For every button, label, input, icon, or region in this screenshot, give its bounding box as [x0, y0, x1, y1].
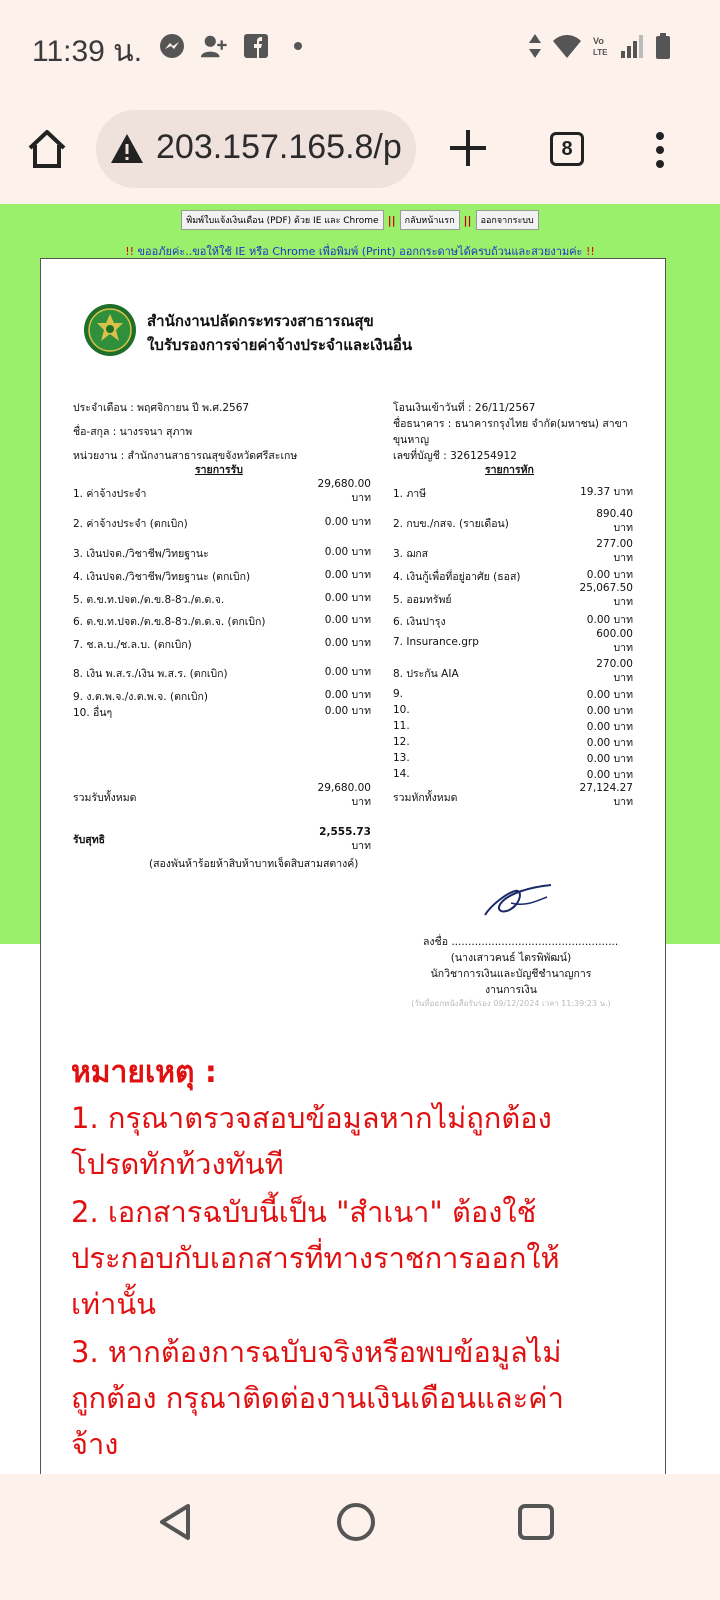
total-income-amount: 29,680.00 บาท — [317, 782, 371, 808]
account-number: เลขที่บัญชี : 3261254912 — [393, 450, 517, 462]
messenger-icon — [158, 32, 186, 60]
print-notice: !! ขออภัยค่ะ..ขอให้ใช้ IE หรือ Chrome เพื่อพิมพ์ (Print) ออกกระดาษได้ครบถ้วนและสวยงามค่ะ !! — [125, 245, 595, 258]
url-text[interactable]: 203.157.165.8/p — [156, 128, 402, 166]
data-arrows-icon — [528, 33, 542, 59]
web-page — [0, 204, 720, 1474]
transfer-date: โอนเงินเข้าวันที่ : 26/11/2567 — [393, 402, 536, 414]
person-add-icon — [200, 32, 228, 60]
pay-period: ประจำเดือน : พฤศจิกายน ปี พ.ศ.2567 — [73, 402, 250, 414]
notification-icons — [158, 32, 312, 60]
deduction-amount: 0.00 บาท — [586, 737, 633, 749]
work-unit: หน่วยงาน : สำนักงานสาธารณสุขจังหวัดศรีสะเกษ — [73, 450, 298, 462]
status-time: 11:39 น. — [32, 35, 143, 68]
deduction-label: 6. เงินปารุง — [393, 616, 446, 628]
deduction-amount: 270.00 บาท — [596, 658, 633, 684]
income-amount: 0.00 บาท — [324, 637, 371, 649]
deduction-label: 7. Insurance.grp — [393, 636, 479, 648]
total-deduction-amount: 27,124.27 บาท — [579, 782, 633, 808]
dot-icon — [284, 32, 312, 60]
tab-switcher-button[interactable]: 8 — [550, 132, 584, 166]
recents-nav-icon[interactable] — [514, 1500, 558, 1544]
org-name: สำนักงานปลัดกระทรวงสาธารณสุข — [147, 312, 374, 330]
deduction-amount: 600.00 บาท — [596, 628, 633, 654]
deduction-amount: 0.00 บาท — [586, 753, 633, 765]
deduction-header: รายการหัก — [485, 464, 534, 476]
home-nav-icon[interactable] — [334, 1500, 378, 1544]
deduction-amount: 0.00 บาท — [586, 705, 633, 717]
income-label: 7. ช.ล.บ./ช.ล.บ. (ตกเบิก) — [73, 639, 192, 651]
remark-line: ประกอบกับเอกสารที่ทางราชการออกให้ — [71, 1241, 560, 1275]
deduction-label: 9. — [393, 688, 404, 700]
income-amount: 0.00 บาท — [324, 705, 371, 717]
total-income-label: รวมรับทั้งหมด — [73, 792, 137, 804]
deduction-amount: 0.00 บาท — [586, 721, 633, 733]
deduction-amount: 0.00 บาท — [586, 689, 633, 701]
deduction-amount: 0.00 บาท — [586, 769, 633, 781]
deduction-amount: 0.00 บาท — [586, 614, 633, 626]
income-amount: 0.00 บาท — [324, 546, 371, 558]
net-pay-amount: 2,555.73 บาท — [319, 826, 371, 852]
deduction-label: 14. — [393, 768, 410, 780]
logout-button[interactable]: ออกจากระบบ — [476, 210, 539, 230]
signature-image — [481, 881, 555, 921]
print-pdf-button[interactable]: พิมพ์ใบแจ้งเงินเดือน (PDF) ด้วย IE และ Chrome — [181, 210, 383, 230]
issue-timestamp: (วันที่ออกหนังสือรับรอง 09/12/2024 เวลา 11:39:23 น.) — [411, 999, 611, 1008]
deduction-label: 12. — [393, 736, 410, 748]
income-header: รายการรับ — [195, 464, 243, 476]
battery-icon — [654, 32, 672, 60]
income-amount: 0.00 บาท — [324, 516, 371, 528]
volte-icon — [592, 33, 610, 59]
remark-line: 3. หากต้องการฉบับจริงหรือพบข้อมูลไม่ — [71, 1335, 562, 1369]
bank-branch: ขุนหาญ — [393, 434, 430, 446]
facebook-icon — [242, 32, 270, 60]
signal-icon — [620, 33, 644, 59]
deduction-label: 2. กบข./กสจ. (รายเดือน) — [393, 518, 509, 530]
deduction-label: 1. ภาษี — [393, 488, 427, 500]
signature-line: ลงชื่อ .................................................. — [423, 936, 619, 948]
back-nav-icon[interactable] — [154, 1500, 198, 1544]
remark-line: เท่านั้น — [71, 1287, 156, 1321]
deduction-label: 5. ออมทรัพย์ — [393, 594, 452, 606]
income-amount: 0.00 บาท — [324, 689, 371, 701]
page-toolbar — [0, 210, 720, 230]
wifi-icon — [552, 33, 582, 59]
income-amount: 29,680.00 บาท — [317, 478, 371, 504]
signer-department: งานการเงิน — [485, 984, 537, 996]
bank-name: ชื่อธนาคาร : ธนาคารกรุงไทย จำกัด(มหาชน) สาขา — [393, 418, 628, 430]
income-amount: 0.00 บาท — [324, 569, 371, 581]
remark-line: 2. เอกสารฉบับนี้เป็น "สำเนา" ต้องใช้ — [71, 1195, 537, 1229]
income-label: 1. ค่าจ้างประจำ — [73, 488, 147, 500]
remark-line: จ้าง — [71, 1427, 119, 1461]
income-label: 6. ต.ข.ท.ปจต./ต.ข.8-8ว./ต.ด.จ. (ตกเบิก) — [73, 616, 266, 628]
remark-line: ถูกต้อง กรุณาติดต่องานเงินเดือนและค่า — [71, 1381, 564, 1415]
deduction-amount: 19.37 บาท — [580, 486, 633, 498]
browser-toolbar — [0, 92, 720, 204]
system-nav-bar — [0, 1474, 720, 1600]
system-icons — [528, 32, 672, 60]
more-menu-icon[interactable] — [650, 130, 670, 170]
toolbar-separator: || — [387, 213, 396, 227]
deduction-label: 13. — [393, 752, 410, 764]
document-title: ใบรับรองการจ่ายค่าจ้างประจำและเงินอื่น — [147, 336, 413, 354]
status-bar — [0, 0, 720, 92]
back-home-button[interactable]: กลับหน้าแรก — [400, 210, 460, 230]
svg-text:Vo: Vo — [593, 36, 604, 46]
income-label: 5. ต.ข.ท.ปจต./ต.ข.8-8ว./ต.ด.จ. — [73, 594, 225, 606]
income-amount: 0.00 บาท — [324, 592, 371, 604]
net-pay-label: รับสุทธิ — [73, 834, 106, 846]
remark-line: 1. กรุณาตรวจสอบข้อมูลหากไม่ถูกต้อง — [71, 1101, 552, 1135]
deduction-amount: 0.00 บาท — [586, 569, 633, 581]
deduction-amount: 277.00 บาท — [596, 538, 633, 564]
employee-name: ชื่อ-สกุล : นางรจนา สุภาพ — [73, 426, 193, 438]
net-pay-words: (สองพันห้าร้อยห้าสิบห้าบาทเจ็ดสิบสามสตางค์) — [149, 858, 359, 870]
deduction-amount: 25,067.50 บาท — [579, 582, 633, 608]
deduction-amount: 890.40 บาท — [596, 508, 633, 534]
deduction-label: 8. ประกัน AIA — [393, 668, 459, 680]
ministry-logo — [83, 303, 137, 357]
total-deduction-label: รวมหักทั้งหมด — [393, 792, 458, 804]
remarks-title: หมายเหตุ : — [71, 1055, 217, 1090]
income-label: 10. อื่นๆ — [73, 707, 113, 719]
home-icon[interactable] — [26, 128, 68, 170]
url-bar[interactable] — [96, 110, 416, 188]
deduction-label: 11. — [393, 720, 410, 732]
income-amount: 0.00 บาท — [324, 614, 371, 626]
signer-name: (นางเสาวคนธ์ ไตรพิพัฒน์) — [450, 952, 572, 964]
deduction-label: 4. เงินกู้เพื่อที่อยู่อาศัย (ธอส) — [393, 571, 521, 583]
income-label: 8. เงิน พ.ส.ร./เงิน พ.ส.ร. (ตกเบิก) — [73, 668, 228, 680]
svg-text:LTE: LTE — [593, 48, 608, 57]
income-label: 3. เงินปจต./วิชาชีพ/วิทยฐานะ — [73, 548, 209, 560]
deduction-label: 10. — [393, 704, 410, 716]
income-label: 4. เงินปจต./วิชาชีพ/วิทยฐานะ (ตกเบิก) — [73, 571, 251, 583]
income-label: 2. ค่าจ้างประจำ (ตกเบิก) — [73, 518, 188, 530]
income-label: 9. ง.ต.พ.จ./ง.ต.พ.จ. (ตกเบิก) — [73, 691, 208, 703]
income-amount: 0.00 บาท — [324, 666, 371, 678]
payslip-document — [40, 258, 666, 1474]
deduction-label: 3. ฌกส — [393, 548, 429, 560]
remark-line: โปรดทักท้วงทันที — [71, 1147, 284, 1181]
warning-icon[interactable] — [110, 132, 144, 166]
new-tab-icon[interactable] — [448, 128, 488, 168]
signer-position: นักวิชาการเงินและบัญชีชำนาญการ — [430, 968, 592, 980]
toolbar-separator: || — [463, 213, 472, 227]
